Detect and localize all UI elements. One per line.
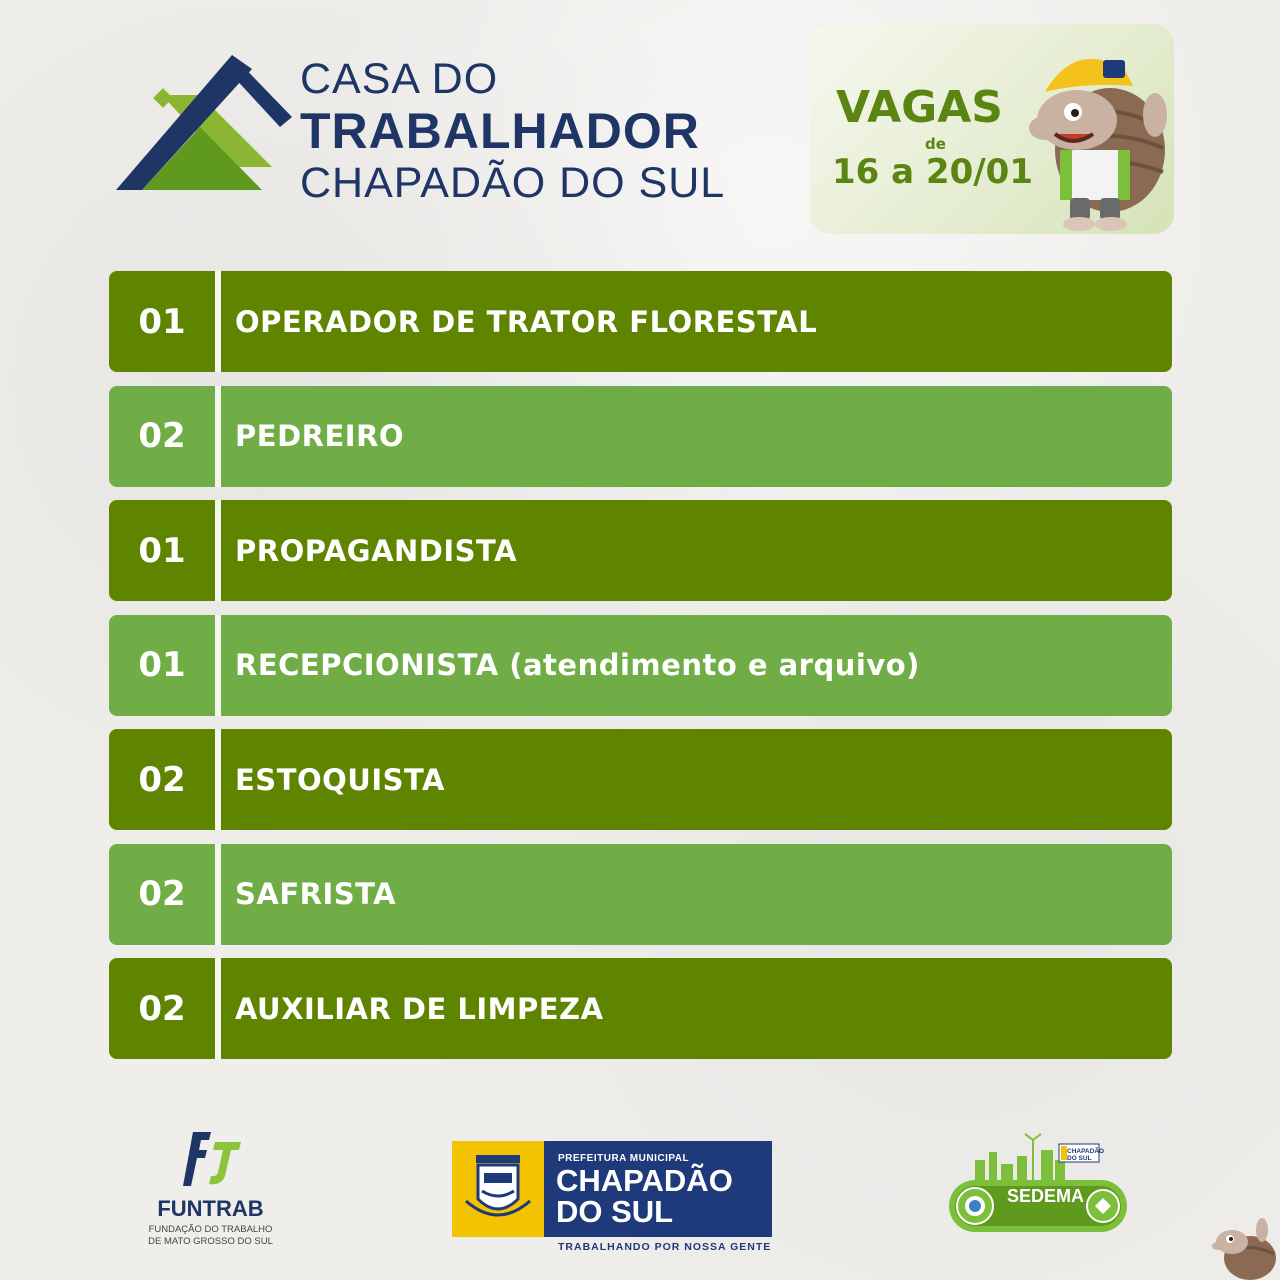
sedema-logo — [945, 1130, 1135, 1240]
list-item — [109, 615, 1172, 716]
list-item — [109, 729, 1172, 830]
job-title: ESTOQUISTA — [235, 762, 445, 797]
job-count: 01 — [138, 530, 186, 571]
city-crest-icon — [452, 1141, 544, 1237]
job-count: 02 — [138, 874, 186, 914]
job-count: 01 — [138, 645, 186, 685]
casa-do-trabalhador-logo-icon — [112, 55, 292, 195]
prefeitura-logo — [452, 1141, 772, 1256]
sedema-emblem-icon — [945, 1130, 1135, 1240]
list-item — [109, 958, 1172, 1059]
sedema-tag-line: DO SUL — [1067, 1155, 1092, 1162]
funtrab-subtitle-line: FUNDAÇÃO DO TRABALHO — [148, 1224, 273, 1235]
sedema-name: SEDEMA — [1007, 1186, 1085, 1206]
funtrab-mark-icon — [183, 1128, 243, 1190]
job-title: RECEPCIONISTA (atendimento e arquivo) — [235, 648, 920, 682]
job-count: 02 — [138, 759, 186, 800]
funtrab-subtitle-line: DE MATO GROSSO DO SUL — [148, 1236, 273, 1247]
list-item — [109, 386, 1172, 487]
vagas-de-label: de — [925, 135, 946, 153]
funtrab-subtitle — [138, 1224, 283, 1248]
vagas-date-range: 16 a 20/01 — [832, 152, 1033, 192]
job-count: 01 — [138, 301, 186, 342]
job-list — [109, 271, 1172, 1073]
vagas-card — [810, 24, 1174, 234]
job-title: PEDREIRO — [235, 419, 405, 453]
job-title: AUXILIAR DE LIMPEZA — [235, 991, 604, 1026]
page-title — [300, 55, 725, 207]
corner-armadillo-icon — [1210, 1212, 1280, 1280]
prefeitura-city-line: CHAPADÃO — [556, 1163, 733, 1198]
job-title: PROPAGANDISTA — [235, 533, 518, 568]
prefeitura-label: PREFEITURA MUNICIPAL — [558, 1153, 690, 1164]
job-title: OPERADOR DE TRATOR FLORESTAL — [235, 304, 818, 339]
job-title: SAFRISTA — [235, 877, 397, 911]
list-item — [109, 271, 1172, 372]
armadillo-mascot-icon — [1015, 30, 1174, 234]
prefeitura-city-line: DO SUL — [556, 1194, 674, 1229]
vagas-title: VAGAS — [836, 82, 1003, 133]
title-line-chapadao-do-sul: CHAPADÃO DO SUL — [300, 159, 726, 207]
sedema-tag — [1067, 1148, 1104, 1162]
title-line-casa-do: CASA DO — [300, 55, 499, 103]
funtrab-name: FUNTRAB — [157, 1196, 264, 1221]
title-line-trabalhador: TRABALHADOR — [300, 103, 700, 159]
prefeitura-slogan: TRABALHANDO POR NOSSA GENTE — [558, 1241, 772, 1253]
job-count: 02 — [138, 416, 186, 456]
sedema-tag-line: CHAPADÃO — [1067, 1148, 1105, 1155]
list-item — [109, 500, 1172, 601]
prefeitura-city-name — [556, 1165, 733, 1227]
list-item — [109, 844, 1172, 945]
funtrab-logo — [138, 1128, 288, 1253]
prefeitura-crest-panel — [452, 1141, 544, 1237]
job-count: 02 — [138, 988, 186, 1029]
